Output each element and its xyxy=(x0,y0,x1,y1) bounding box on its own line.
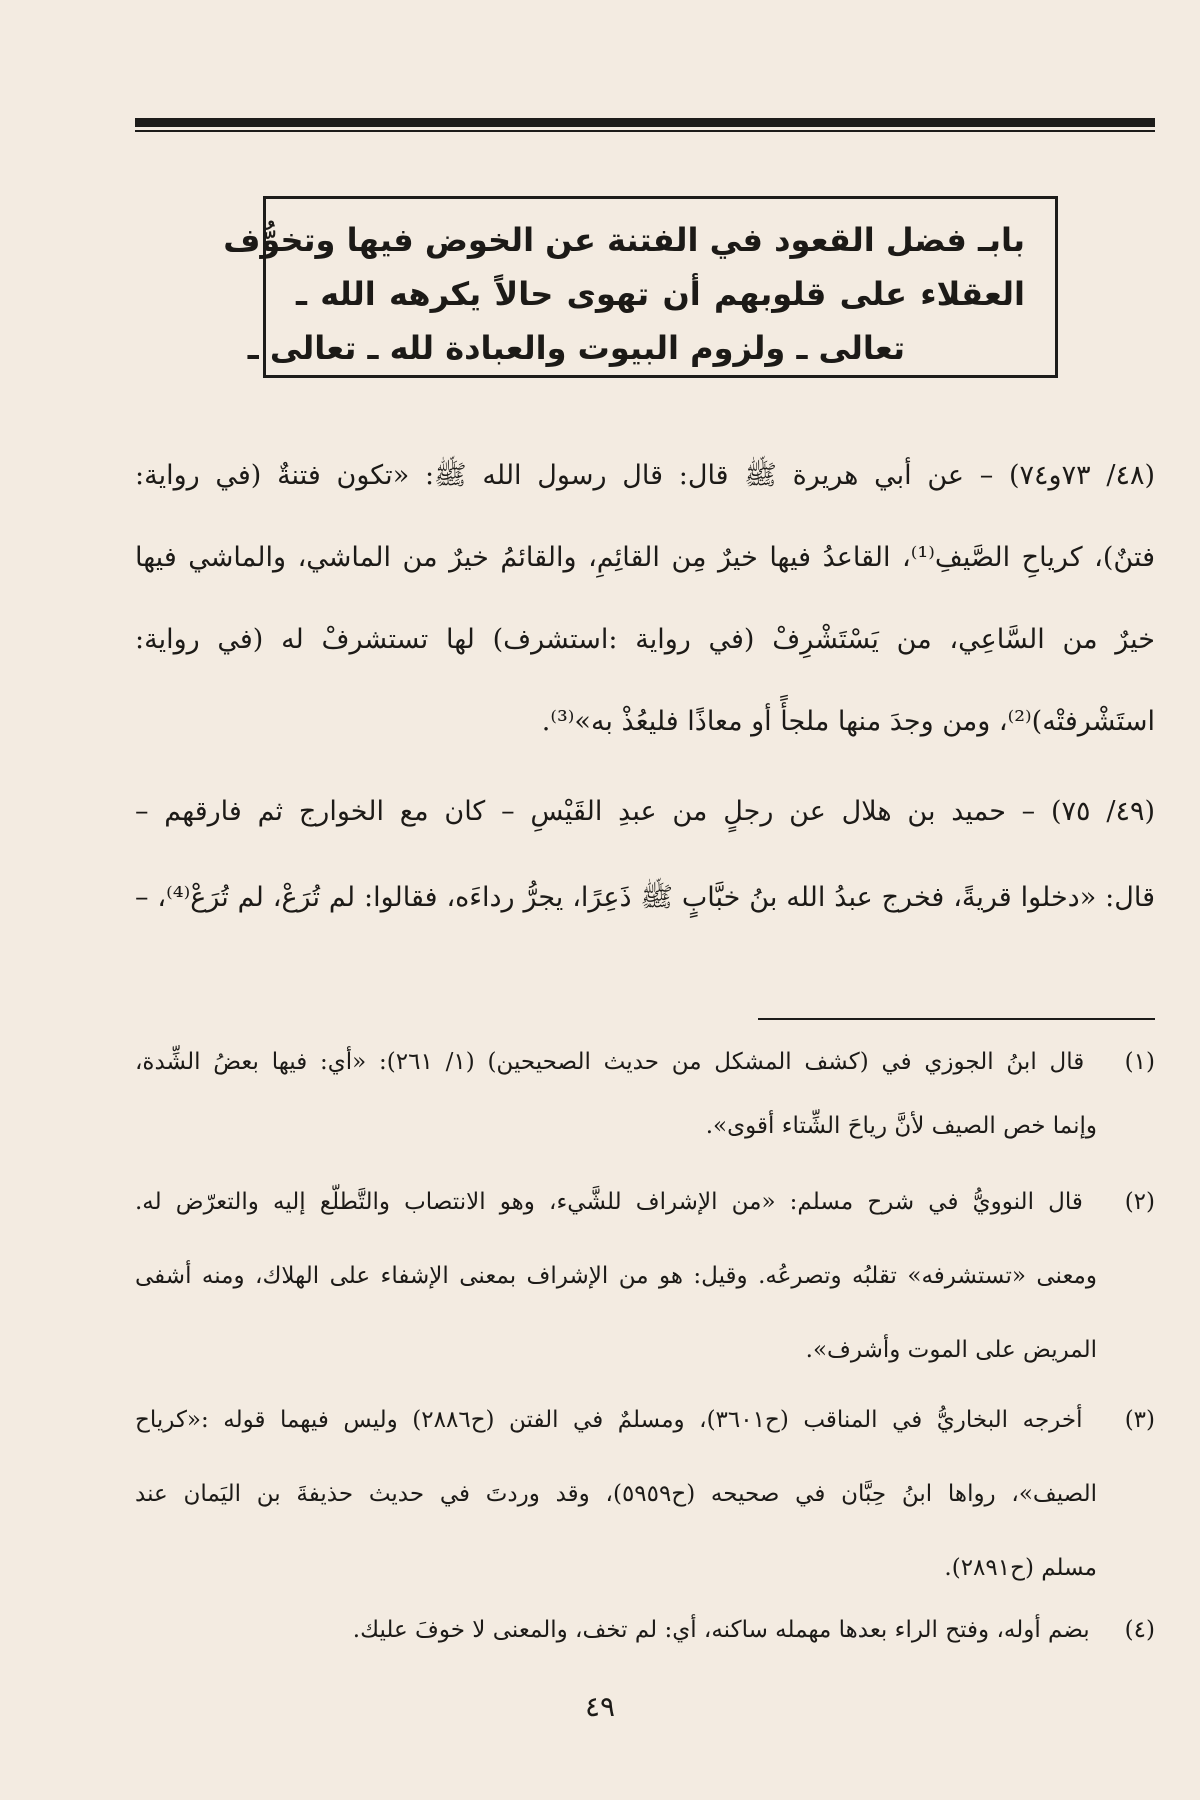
footnote-text: المريض على الموت وأشرف». xyxy=(805,1337,1097,1363)
footnote-4 xyxy=(135,1614,1155,1646)
footnote-text: الصيف»، رواها ابنُ حِبَّان في صحيحه (ح٥٩٥٩)، وقد وردتَ في حديث حذيفةَ بن اليَمان عند xyxy=(135,1481,1098,1507)
text-line: استَشْرفتْه)⁽²⁾، ومن وجدَ منها ملجأً أو معاذًا فليعُذْ به»⁽³⁾. xyxy=(541,706,1155,737)
footnote-text: ومعنى «تستشرفه» تقلبُه وتصرعُه. وقيل: هو من الإشراف بمعنى الإشفاء على الهلاك، ومنه أشفى xyxy=(135,1263,1097,1289)
hadith-48 xyxy=(135,458,1155,740)
footnote-2 xyxy=(135,1186,1155,1366)
footnote-text: قال النوويُّ في شرح مسلم: «من الإشراف للشَّيء، وهو الانتصاب والتَّطلّع إليه والتعرّض له. xyxy=(135,1189,1083,1215)
footnote-divider xyxy=(758,1018,1155,1020)
footnote-text: مسلم (ح٢٨٩١). xyxy=(944,1555,1097,1581)
page-number: ٤٩ xyxy=(584,1690,616,1723)
text-line: (٤٨/ ٧٣و٧٤) – عن أبي هريرة ﷺ قال: قال رسول الله ﷺ: «تكون فتنةٌ (في رواية: xyxy=(135,460,1155,491)
footnote-text: بضم أوله، وفتح الراء بعدها مهمله ساكنه، أي: لم تخف، والمعنى لا خوفَ عليك. xyxy=(352,1617,1090,1643)
footnote-text: أخرجه البخاريُّ في المناقب (ح٣٦٠١)، ومسلمٌ في الفتن (ح٢٨٨٦) وليس فيهما قوله :«كرياح xyxy=(135,1407,1083,1433)
text-line: (٤٩/ ٧٥) – حميد بن هلال عن رجلٍ من عبدِ القَيْسِ – كان مع الخوارج ثم فارقهم – xyxy=(135,796,1155,827)
footnote-3 xyxy=(135,1404,1155,1584)
chapter-title-line: بابـ فضل القعود في الفتنة عن الخوض فيها وتخوُّف xyxy=(223,221,1025,259)
footnote-number: (٤) xyxy=(1124,1617,1155,1643)
text-line: فتنٌ)، كرياحِ الصَّيفِ⁽¹⁾، القاعدُ فيها خيرٌ مِن القائِمِ، والقائمُ خيرٌ من الماشي، والماشي فيها xyxy=(135,542,1156,573)
chapter-title-line: تعالى ـ ولزوم البيوت والعبادة لله ـ تعالى ـ xyxy=(247,329,905,367)
footnote-1 xyxy=(135,1046,1155,1142)
footnote-number: (٣) xyxy=(1124,1407,1156,1433)
chapter-title-box xyxy=(223,196,1058,378)
hadith-49 xyxy=(135,794,1155,916)
text-line: قال: «دخلوا قريةً، فخرج عبدُ الله بنُ خبَّابٍ ﷺ ذَعِرًا، يجرُّ رداءَه، فقالوا: لم تُرَعْ، لم تُرَعْ⁽⁴⁾، – xyxy=(135,882,1155,913)
footnote-number: (١) xyxy=(1124,1049,1155,1075)
footnote-text: قال ابنُ الجوزي في (كشف المشكل من حديث الصحيحين) (١/ ٢٦١): «أي: فيها بعضُ الشِّدة، xyxy=(135,1049,1085,1075)
text-line: خيرٌ من السَّاعِي، من يَسْتَشْرِفْ (في رواية :استشرف) لها تستشرفْ له (في رواية: xyxy=(135,624,1155,655)
footnote-number: (٢) xyxy=(1124,1189,1156,1215)
footnote-text: وإنما خص الصيف لأنَّ رياحَ الشِّتاء أقوى». xyxy=(705,1113,1097,1139)
header-rule xyxy=(135,118,1155,127)
chapter-title-line: العقلاء على قلوبهم أن تهوى حالاً يكرهه الله ـ xyxy=(296,275,1025,313)
